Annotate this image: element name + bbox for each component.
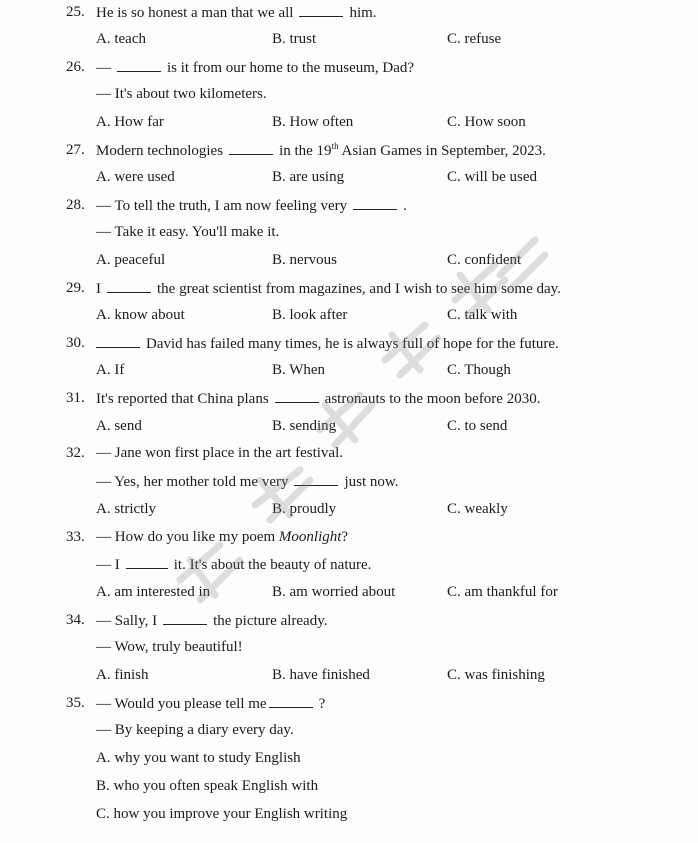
poem-title: Moonlight (278, 529, 342, 545)
question-25-options (0, 29, 698, 55)
dialogue-reply: — By keeping a diary every day. (96, 722, 294, 738)
option-c[interactable]: C. Though (447, 362, 511, 378)
question-31-stem (0, 388, 698, 414)
dialogue-reply: — Yes, her mother told me very just now. (96, 471, 399, 492)
option-b[interactable]: B. How often (272, 114, 354, 130)
option-b[interactable]: B. proudly (272, 501, 337, 517)
question-35-option-c (0, 804, 698, 830)
dialogue-reply: — It's about two kilometers. (96, 86, 267, 102)
question-text: — Jane won first place in the art festival. (96, 445, 344, 461)
option-c[interactable]: C. how you improve your English writing (96, 806, 348, 822)
question-number: 34. (66, 612, 85, 628)
option-a[interactable]: A. were used (96, 169, 175, 185)
answer-blank[interactable] (275, 388, 319, 403)
question-text: David has failed many times, he is always full of hope for the future. (96, 333, 559, 354)
question-number: 32. (66, 445, 85, 461)
option-a[interactable]: A. peaceful (96, 252, 166, 268)
answer-blank[interactable] (107, 278, 151, 293)
question-26-options (0, 112, 698, 138)
answer-blank[interactable] (229, 140, 273, 155)
question-33-reply (0, 554, 698, 580)
question-30-stem (0, 333, 698, 359)
option-a[interactable]: A. why you want to study English (96, 750, 301, 766)
option-a[interactable]: A. How far (96, 114, 164, 130)
question-28-reply (0, 222, 698, 248)
question-number: 26. (66, 59, 85, 75)
option-b[interactable]: B. trust (272, 31, 317, 47)
option-c[interactable]: C. am thankful for (447, 584, 558, 600)
question-number: 35. (66, 695, 85, 711)
question-text: Modern technologies in the 19th Asian Games in September, 2023. (96, 141, 546, 159)
option-a[interactable]: A. know about (96, 307, 185, 323)
question-text: — Sally, I the picture already. (96, 610, 328, 631)
option-a[interactable]: A. teach (96, 31, 146, 47)
question-number: 29. (66, 280, 85, 296)
question-29-stem (0, 278, 698, 304)
answer-blank[interactable] (353, 195, 397, 210)
question-35-stem (0, 693, 698, 719)
option-b[interactable]: B. When (272, 362, 326, 378)
question-25-stem (0, 2, 698, 28)
question-text: — How do you like my poem Moonlight? (96, 529, 349, 545)
question-text: — To tell the truth, I am now feeling very . (96, 195, 407, 216)
question-29-options (0, 305, 698, 331)
question-26-stem (0, 57, 698, 83)
option-a[interactable]: A. finish (96, 667, 149, 683)
question-text: — Would you please tell me ? (96, 693, 325, 714)
question-31-options (0, 416, 698, 442)
option-c[interactable]: C. talk with (447, 307, 518, 323)
answer-blank[interactable] (299, 2, 343, 17)
option-c[interactable]: C. How soon (447, 114, 526, 130)
question-33-options (0, 582, 698, 608)
answer-blank[interactable] (126, 554, 168, 569)
question-34-stem (0, 610, 698, 636)
answer-blank[interactable] (294, 471, 338, 486)
question-number: 27. (66, 142, 85, 158)
option-c[interactable]: C. will be used (447, 169, 537, 185)
question-text: I the great scientist from magazines, and I wish to see him some day. (96, 278, 561, 299)
question-28-options (0, 250, 698, 276)
question-text: It's reported that China plans astronauts to the moon before 2030. (96, 388, 540, 409)
answer-blank[interactable] (117, 57, 161, 72)
dialogue-reply: — I it. It's about the beauty of nature. (96, 554, 371, 575)
option-b[interactable]: B. who you often speak English with (96, 778, 319, 794)
question-32-options (0, 499, 698, 525)
question-number: 31. (66, 390, 85, 406)
dialogue-reply: — Wow, truly beautiful! (96, 639, 243, 655)
question-text: — is it from our home to the museum, Dad? (96, 57, 414, 78)
question-35-option-b (0, 776, 698, 802)
question-33-stem (0, 527, 698, 553)
option-b[interactable]: B. am worried about (272, 584, 396, 600)
option-b[interactable]: B. sending (272, 418, 337, 434)
question-text: He is so honest a man that we all him. (96, 2, 377, 23)
question-26-reply (0, 84, 698, 110)
question-32-stem (0, 443, 698, 469)
option-a[interactable]: A. send (96, 418, 142, 434)
option-c[interactable]: C. weakly (447, 501, 508, 517)
option-b[interactable]: B. nervous (272, 252, 337, 268)
option-a[interactable]: A. am interested in (96, 584, 211, 600)
option-a[interactable]: A. strictly (96, 501, 156, 517)
option-b[interactable]: B. have finished (272, 667, 370, 683)
answer-blank[interactable] (269, 693, 313, 708)
question-34-options (0, 665, 698, 691)
option-c[interactable]: C. confident (447, 252, 522, 268)
question-number: 25. (66, 4, 85, 20)
question-32-reply (0, 471, 698, 497)
question-number: 28. (66, 197, 85, 213)
question-28-stem (0, 195, 698, 221)
option-b[interactable]: B. are using (272, 169, 345, 185)
answer-blank[interactable] (163, 610, 207, 625)
question-34-reply (0, 637, 698, 663)
dialogue-reply: — Take it easy. You'll make it. (96, 224, 280, 240)
question-27-stem (0, 140, 698, 166)
question-number: 30. (66, 335, 85, 351)
question-35-reply (0, 720, 698, 746)
question-35-option-a (0, 748, 698, 774)
option-c[interactable]: C. refuse (447, 31, 502, 47)
option-c[interactable]: C. was finishing (447, 667, 545, 683)
question-30-options (0, 360, 698, 386)
option-c[interactable]: C. to send (447, 418, 508, 434)
answer-blank[interactable] (96, 333, 140, 348)
question-27-options (0, 167, 698, 193)
option-a[interactable]: A. If (96, 362, 125, 378)
option-b[interactable]: B. look after (272, 307, 348, 323)
question-number: 33. (66, 529, 85, 545)
